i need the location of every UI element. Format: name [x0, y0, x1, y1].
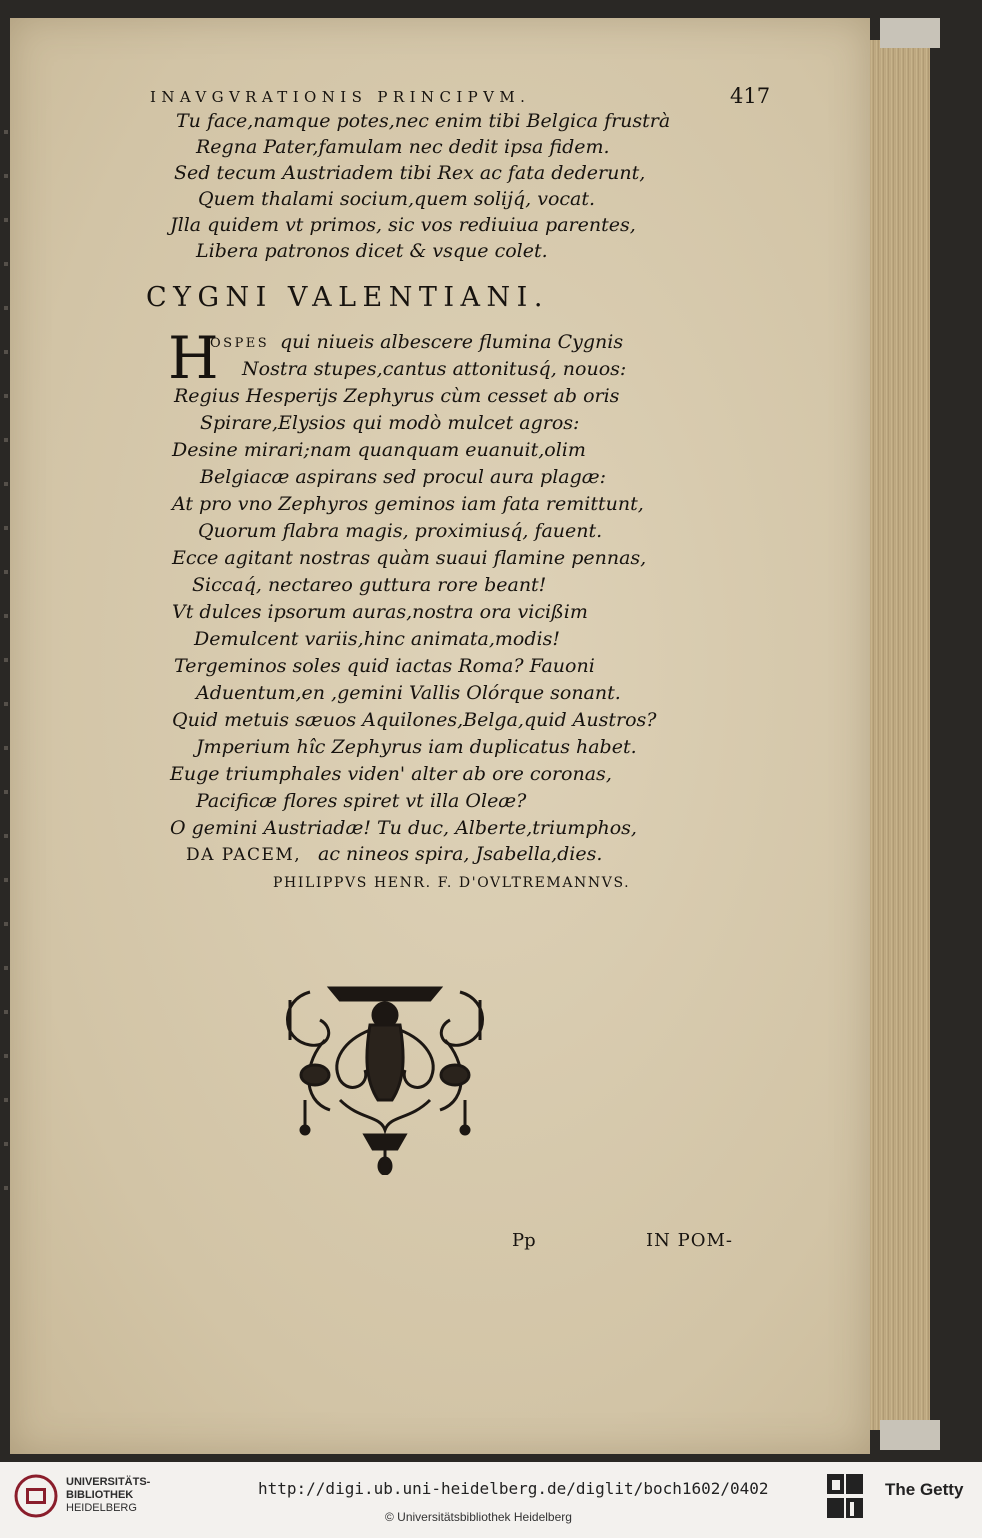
poem-line-16: Jmperium hîc Zephyrus iam duplicatus habet. — [196, 736, 637, 758]
page-corner-bottom — [880, 1420, 940, 1450]
page-corner-top — [880, 18, 940, 48]
catchword: IN POM- — [646, 1230, 733, 1251]
opening-line-2: Regna Pater,famulam nec dedit ipsa fidem. — [196, 136, 610, 158]
poem-line-2: Nostra stupes,cantus attonitusq́, nouos: — [242, 358, 627, 380]
library-name-line-2: BIBLIOTHEK — [66, 1489, 134, 1501]
poem-line-12: Demulcent variis,hinc animata,modis! — [194, 628, 560, 650]
getty-logo-icon[interactable] — [825, 1472, 865, 1524]
opening-line-1: Tu face,namque potes,nec enim tibi Belgica frustrà — [176, 110, 671, 132]
poem-line-15: Quid metuis sæuos Aquilones,Belga,quid Austros? — [172, 709, 657, 731]
poem-line-19: O gemini Austriadæ! Tu duc, Alberte,triumphos, — [170, 817, 637, 839]
poem-line-7: At pro vno Zephyros geminos iam fata remittunt, — [172, 493, 644, 515]
binding-stitches — [4, 90, 8, 1190]
poem-line-9: Ecce agitant nostras quàm suaui flamine pennas, — [172, 547, 647, 569]
signature-mark: Pp — [512, 1230, 536, 1251]
author-signature: PHILIPPVS HENR. F. D'OVLTREMANNVS. — [273, 875, 631, 891]
drop-capital: H — [168, 324, 219, 392]
poem-line-18: Pacificæ flores spiret vt illa Oleæ? — [196, 790, 527, 812]
poem-line-13: Tergeminos soles quid iactas Roma? Fauoni — [174, 655, 595, 677]
poem-line-10: Siccaq́, nectareo guttura rore beant! — [192, 574, 547, 596]
last-line-caps: DA PACEM, — [186, 845, 302, 865]
library-name-line-3: HEIDELBERG — [66, 1502, 137, 1514]
poem-line-20: ac nineos spira, Jsabella,dies. — [318, 843, 603, 865]
opening-line-3: Sed tecum Austriadem tibi Rex ac fata dederunt, — [174, 162, 646, 184]
poem-line-6: Belgiacæ aspirans sed procul aura plagæ: — [200, 466, 607, 488]
footer-bar — [0, 1462, 982, 1538]
poem-line-1: qui niueis albescere flumina Cygnis — [280, 331, 624, 353]
permalink[interactable]: http://digi.ub.uni-heidelberg.de/diglit/boch1602/0402 — [258, 1479, 769, 1498]
poem-line-11: Vt dulces ipsorum auras,nostra ora vicißim — [172, 601, 588, 623]
poem-line-8: Quorum flabra magis, proximiusq́, fauent. — [198, 520, 603, 542]
running-head: INAVGVRATIONIS PRINCIPVM. — [150, 88, 531, 106]
opening-line-6: Libera patronos dicet & vsque colet. — [196, 240, 548, 262]
copyright-notice: © Universitätsbibliothek Heidelberg — [385, 1510, 572, 1524]
poem-line-3: Regius Hesperijs Zephyrus cùm cesset ab oris — [174, 385, 620, 407]
woodcut-ornament-icon — [270, 970, 500, 1175]
poem-line-5: Desine mirari;nam quanquam euanuit,olim — [172, 439, 586, 461]
poem-line-14: Aduentum,en ,gemini Vallis Olórque sonant. — [196, 682, 621, 704]
poem-line-4: Spirare,Elysios qui modò mulcet agros: — [200, 412, 580, 434]
page-number: 417 — [730, 84, 771, 108]
opening-line-4: Quem thalami socium,quem solijq́, vocat. — [198, 188, 596, 210]
university-library-logo-icon[interactable] — [14, 1474, 58, 1518]
first-line-caps: OSPES — [210, 336, 270, 351]
page-edges — [870, 40, 930, 1430]
library-name-line-1: UNIVERSITÄTS- — [66, 1476, 151, 1488]
poem-title: CYGNI VALENTIANI. — [146, 282, 549, 313]
opening-line-5: Jlla quidem vt primos, sic vos rediuiua parentes, — [170, 214, 636, 236]
partner-name[interactable]: The Getty — [885, 1480, 964, 1499]
poem-line-17: Euge triumphales viden' alter ab ore coronas, — [170, 763, 612, 785]
